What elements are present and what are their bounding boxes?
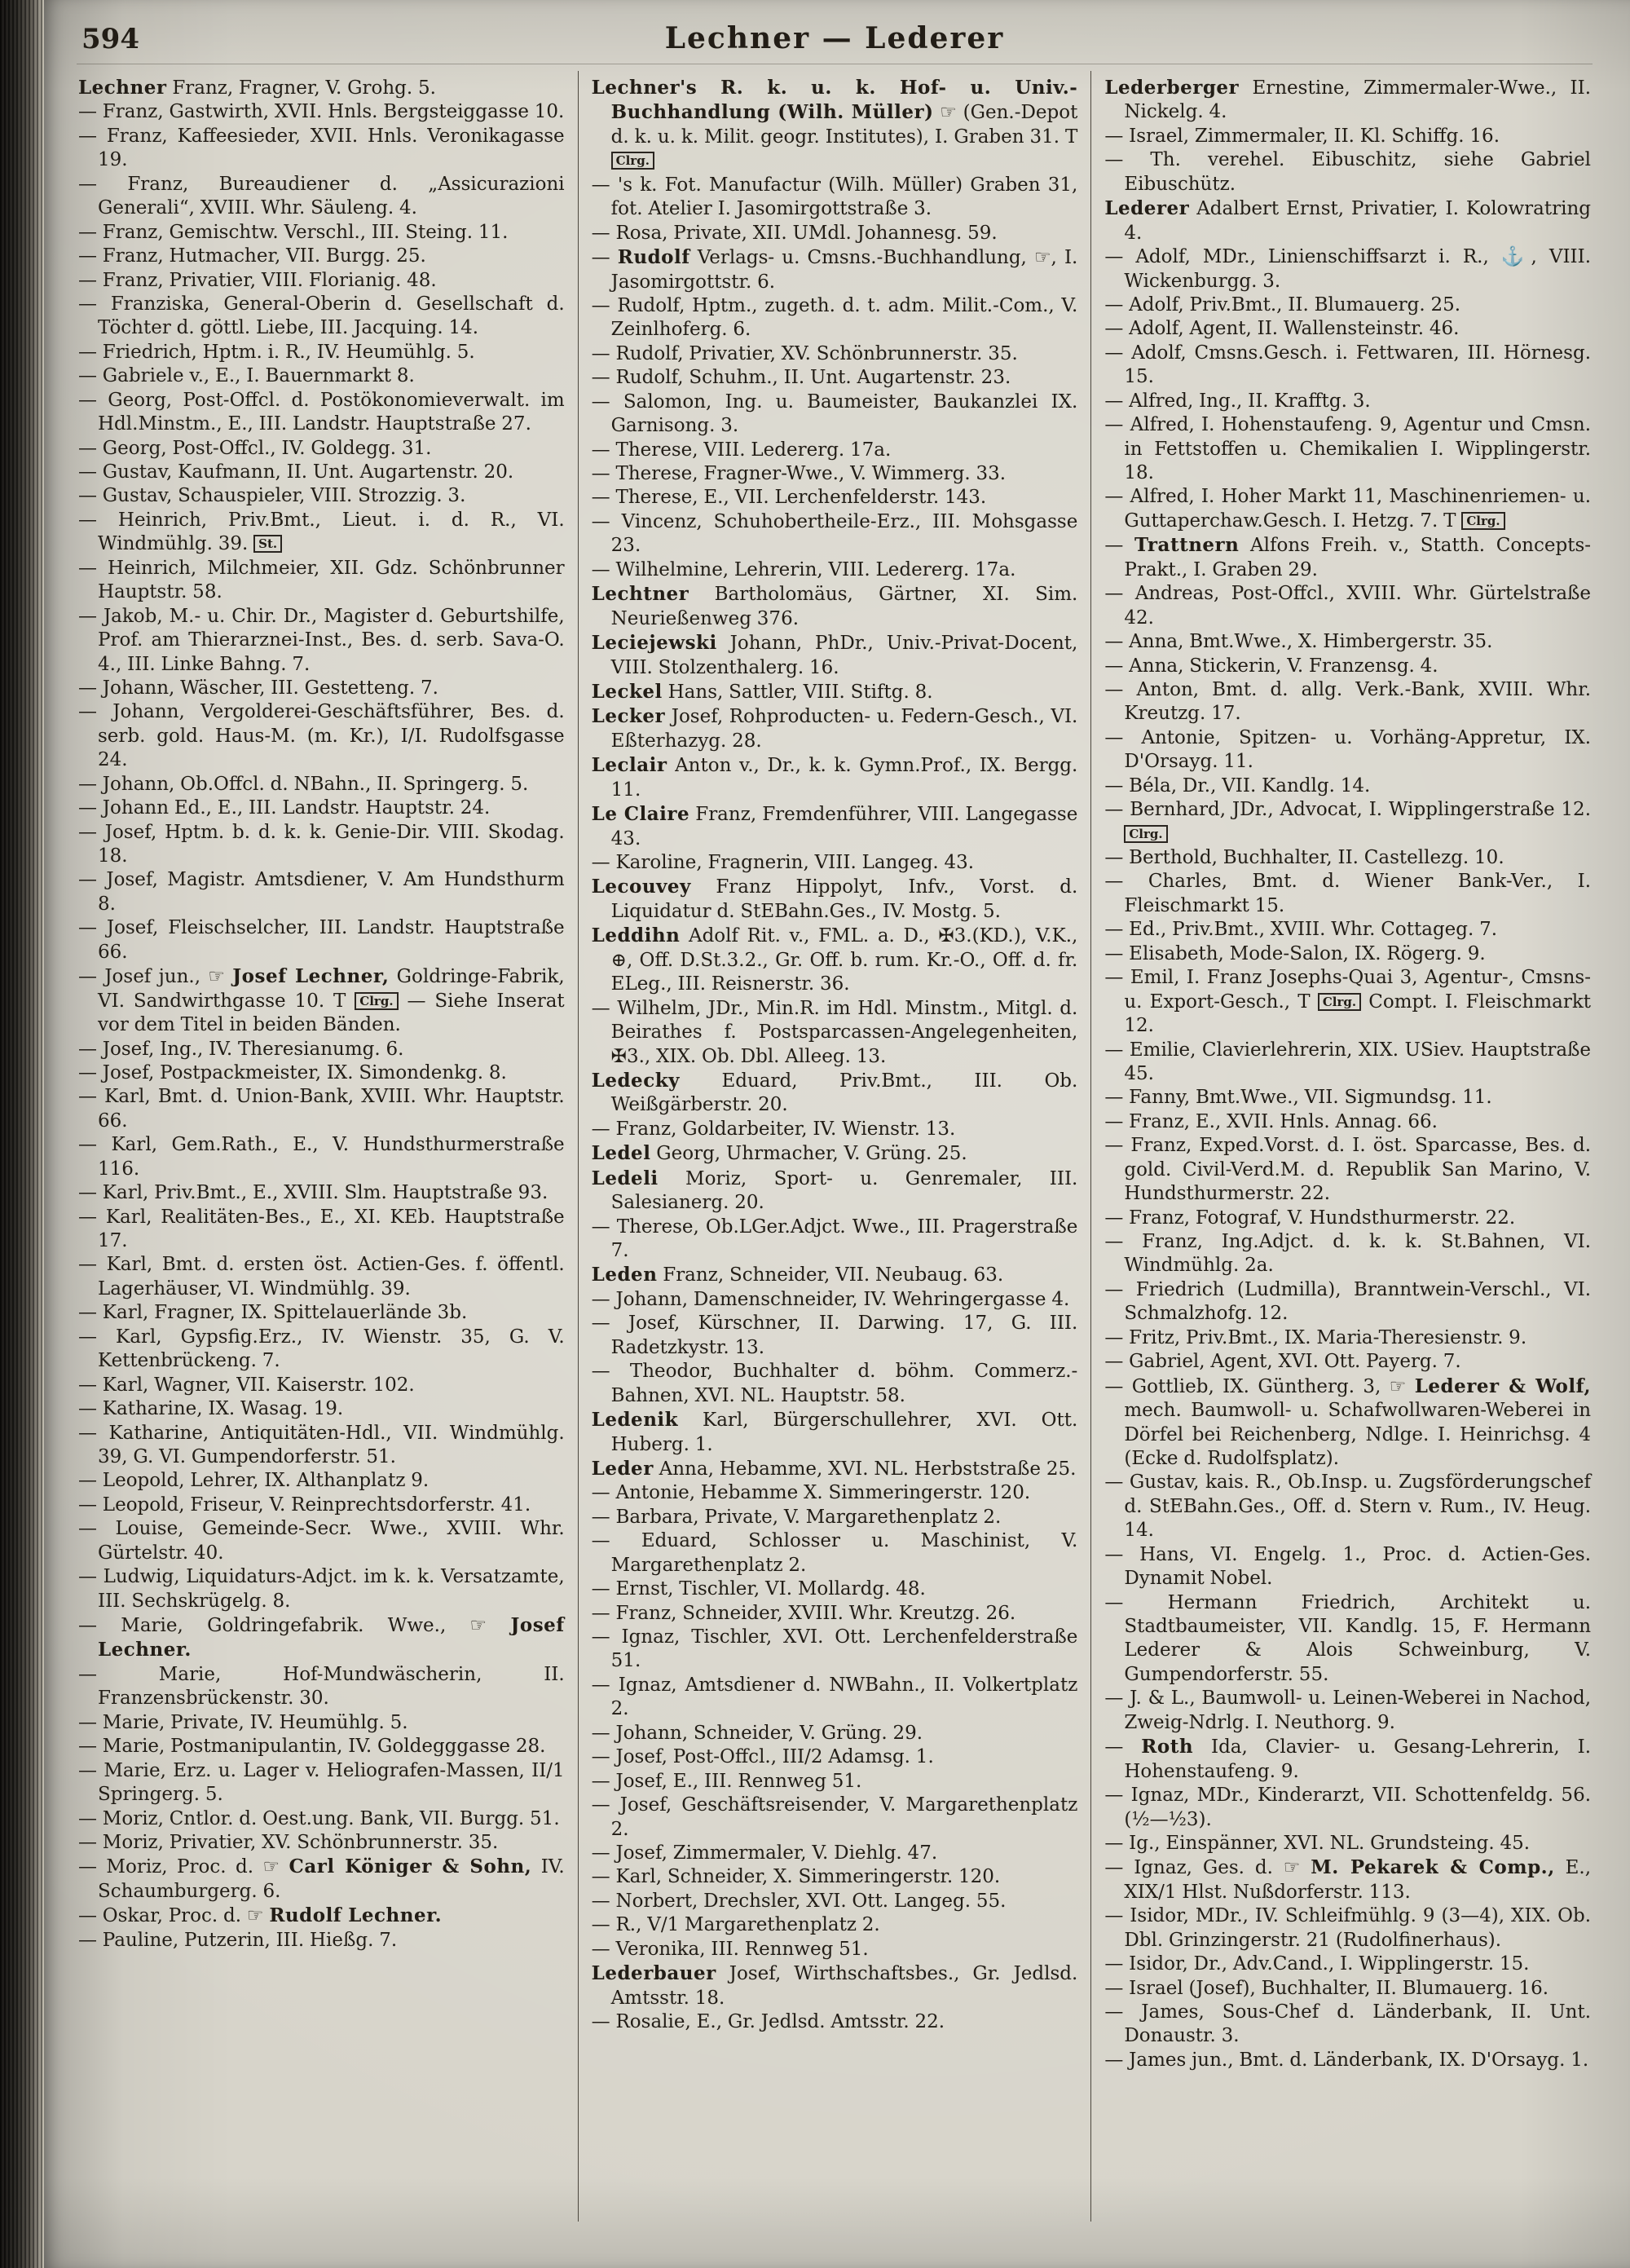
directory-entry: — Marie, Hof-Mundwäscherin, II. Franzensbrückenstr. 30. bbox=[78, 1663, 565, 1710]
directory-entry: Leder Anna, Hebamme, XVI. NL. Herbststraße 25. bbox=[591, 1457, 1077, 1480]
entry-headword: Leckel bbox=[591, 680, 663, 703]
directory-entry: — Josef, Post-Offcl., III/2 Adamsg. 1. bbox=[591, 1746, 934, 1768]
directory-entry: — Franz, Exped.Vorst. d. I. öst. Sparcasse, Bes. d. gold. Civil-Verd.M. d. Republik San Marino, V. Hundsthurmerstr. 22. bbox=[1104, 1135, 1592, 1205]
directory-entry: — Charles, Bmt. d. Wiener Bank-Ver., I. Fleischmarkt 15. bbox=[1104, 871, 1592, 916]
directory-entry: — Salomon, Ing. u. Baumeister, Baukanzlei IX. Garnisong. 3. bbox=[591, 391, 1078, 437]
directory-entry: — Josef, Fleischselcher, III. Landstr. Hauptstraße 66. bbox=[78, 917, 565, 963]
directory-entry: — Franz, Goldarbeiter, IV. Wienstr. 13. bbox=[591, 1118, 956, 1140]
directory-entry: — Alfred, I. Hohenstaufeng. 9, Agentur und Cmsn. in Fettstoffen u. Chemikalien I. Wipplingerstr. 18. bbox=[1104, 414, 1592, 483]
directory-entry: — Johann Ed., E., III. Landstr. Hauptstr. 24. bbox=[78, 797, 491, 819]
directory-entry: — Veronika, III. Rennweg 51. bbox=[591, 1938, 869, 1960]
entry-headword: Ledenik bbox=[591, 1409, 679, 1432]
directory-entry: Le Claire Franz, Fremdenführer, VIII. Langegasse 43. bbox=[591, 803, 1078, 849]
directory-entry: — James, Sous-Chef d. Länderbank, II. Unt. Donaustr. 3. bbox=[1104, 2001, 1592, 2047]
entry-headword: Rudolf bbox=[617, 246, 690, 269]
boxed-abbreviation: Clrg. bbox=[1318, 993, 1361, 1011]
directory-entry: — Rudolf, Privatier, XV. Schönbrunnerstr. 35. bbox=[591, 342, 1018, 364]
directory-entry: — Anna, Stickerin, V. Franzensg. 4. bbox=[1104, 655, 1438, 677]
directory-entry: — Alfred, Ing., II. Krafftg. 3. bbox=[1104, 390, 1371, 412]
directory-entry: Lecker Josef, Rohproducten- u. Federn-Gesch., VI. Eßterhazyg. 28. bbox=[591, 705, 1078, 752]
entry-headword: Rudolf Lechner. bbox=[269, 1904, 443, 1927]
directory-entry: — Jakob, M.- u. Chir. Dr., Magister d. Geburtshilfe, Prof. am Thierarznei-Inst., Bes. d. serb. Sava-O. 4., III. Linke Bahng. 7. bbox=[78, 605, 565, 675]
directory-entry: — Franz, Schneider, XVIII. Whr. Kreutzg. 26. bbox=[591, 1602, 1016, 1624]
directory-entry: — Leopold, Lehrer, IX. Althanplatz 9. bbox=[78, 1470, 430, 1492]
directory-entry: — Therese, Ob.LGer.Adjct. Wwe., III. Pragerstraße 7. bbox=[591, 1216, 1078, 1261]
directory-entry: — Marie, Private, IV. Heumühlg. 5. bbox=[78, 1711, 408, 1733]
entry-headword: Lechner bbox=[78, 77, 167, 99]
directory-entry: — Bernhard, JDr., Advocat, I. Wipplingerstraße 12. Clrg. bbox=[1104, 799, 1592, 841]
directory-entry: Lecouvey Franz Hippolyt, Infv., Vorst. d. Liquidatur d. StEBahn.Ges., IV. Mostg. 5. bbox=[591, 876, 1078, 922]
directory-entry: — Gustav, Schauspieler, VIII. Strozzig. 3. bbox=[78, 485, 466, 507]
directory-entry: — Josef jun., ☞ Josef Lechner, Goldringe-Fabrik, VI. Sandwirthgasse 10. T Clrg. — Siehe Inserat vor dem Titel in beiden Bänden. bbox=[78, 965, 565, 1036]
directory-entry: — Moriz, Cntlor. d. Oest.ung. Bank, VII. Burgg. 51. bbox=[78, 1807, 560, 1829]
directory-entry: — Marie, Goldringefabrik. Wwe., ☞ Josef Lechner. bbox=[78, 1614, 565, 1661]
page-number: 594 bbox=[82, 23, 139, 55]
directory-entry: — Karl, Fragner, IX. Spittelauerlände 3b. bbox=[78, 1302, 468, 1324]
directory-entry: — Therese, Fragner-Wwe., V. Wimmerg. 33. bbox=[591, 463, 1007, 484]
directory-entry: — Karl, Schneider, X. Simmeringerstr. 120. bbox=[591, 1866, 1001, 1888]
directory-entry: — Adolf, Priv.Bmt., II. Blumauerg. 25. bbox=[1104, 293, 1461, 315]
directory-entry: — Anna, Bmt.Wwe., X. Himbergerstr. 35. bbox=[1104, 631, 1493, 653]
directory-entry: Ledecky Eduard, Priv.Bmt., III. Ob. Weißgärberstr. 20. bbox=[591, 1069, 1078, 1116]
directory-entry: — Ernst, Tischler, VI. Mollardg. 48. bbox=[591, 1578, 926, 1600]
directory-entry: — Gustav, kais. R., Ob.Insp. u. Zugsförderungschef d. StEBahn.Ges., Off. d. Stern v. Rum., IV. Heug. 14. bbox=[1104, 1472, 1592, 1542]
directory-entry: — Therese, E., VII. Lerchenfelderstr. 143. bbox=[591, 487, 987, 509]
entry-headword: Carl Königer & Sohn, bbox=[289, 1855, 532, 1878]
directory-entry: — Marie, Postmanipulantin, IV. Goldegggasse 28. bbox=[78, 1736, 546, 1758]
directory-entry: — Katharine, IX. Wasag. 19. bbox=[78, 1398, 344, 1420]
directory-entry: — Heinrich, Priv.Bmt., Lieut. i. d. R., VI. Windmühlg. 39. St. bbox=[78, 509, 565, 555]
directory-entry: — Roth Ida, Clavier- u. Gesang-Lehrerin, I. Hohenstaufeng. 9. bbox=[1104, 1736, 1592, 1782]
directory-entry: — Isidor, MDr., IV. Schleifmühlg. 9 (3—4), XIX. Ob. Dbl. Grinzingerstr. 21 (Rudolfinerhaus). bbox=[1104, 1905, 1592, 1951]
entry-headword: Lederer bbox=[1104, 197, 1190, 220]
entry-headword: Ledel bbox=[591, 1142, 651, 1165]
directory-entry: — Oskar, Proc. d. ☞ Rudolf Lechner. bbox=[78, 1904, 443, 1927]
entry-headword: Lecker bbox=[591, 705, 666, 728]
directory-entry: — Ludwig, Liquidaturs-Adjct. im k. k. Versatzamte, III. Sechskrügelg. 8. bbox=[78, 1566, 565, 1612]
page-header-title: Lechner — Lederer bbox=[664, 21, 1005, 55]
directory-entry: — Franz, Ing.Adjct. d. k. k. St.Bahnen, VI. Windmühlg. 2a. bbox=[1104, 1231, 1592, 1277]
directory-entry: — Norbert, Drechsler, XVI. Ott. Langeg. 55. bbox=[591, 1890, 1007, 1912]
entry-headword: Lecouvey bbox=[591, 876, 691, 898]
boxed-abbreviation: Clrg. bbox=[1461, 512, 1504, 530]
directory-entry: — Fritz, Priv.Bmt., IX. Maria-Theresienstr. 9. bbox=[1104, 1326, 1527, 1348]
directory-entry: — Ig., Einspänner, XVI. NL. Grundsteing. 45. bbox=[1104, 1832, 1531, 1854]
entry-headword: M. Pekarek & Comp., bbox=[1311, 1856, 1555, 1879]
entry-headword: Lechner's R. k. u. k. Hof- u. Univ.-Buchhandlung (Wilh. Müller) bbox=[591, 77, 1078, 124]
directory-entry: — R., V/1 Margarethenplatz 2. bbox=[591, 1914, 880, 1936]
directory-entry: — Antonie, Hebamme X. Simmeringerstr. 120. bbox=[591, 1482, 1031, 1504]
directory-entry: — Karl, Bmt. d. Union-Bank, XVIII. Whr. Hauptstr. 66. bbox=[78, 1086, 565, 1132]
directory-entry: — Eduard, Schlosser u. Maschinist, V. Margarethenplatz 2. bbox=[591, 1530, 1078, 1576]
directory-entry: — Gottlieb, IX. Güntherg. 3, ☞ Lederer & Wolf, mech. Baumwoll- u. Schafwollwaren-Weberei in Dörfel bei Reichenberg, Ndlge. I. Heinrichsg. 4 (Ecke d. Rudolfsplatz). bbox=[1104, 1374, 1592, 1469]
directory-entry: Lederbauer Josef, Wirthschaftsbes., Gr. Jedlsd. Amtsstr. 18. bbox=[591, 1962, 1078, 2009]
directory-entry: — Franz, Gemischtw. Verschl., III. Steing. 11. bbox=[78, 221, 509, 243]
directory-entry: — Th. verehel. Eibuschitz, siehe Gabriel Eibuschütz. bbox=[1104, 149, 1592, 195]
directory-entry: Lechner Franz, Fragner, V. Grohg. 5. bbox=[78, 77, 436, 99]
directory-column-3 bbox=[1090, 71, 1593, 2222]
directory-entry: — Franz, Fotograf, V. Hundsthurmerstr. 22. bbox=[1104, 1207, 1516, 1229]
directory-entry: — Gustav, Kaufmann, II. Unt. Augartenstr. 20. bbox=[78, 461, 514, 483]
directory-entry: — Johann, Ob.Offcl. d. NBahn., II. Springerg. 5. bbox=[78, 773, 529, 795]
directory-entry: — Franziska, General-Oberin d. Gesellschaft d. Töchter d. göttl. Liebe, III. Jacquing. 14. bbox=[78, 293, 565, 339]
directory-entry: — Josef, Hptm. b. d. k. k. Genie-Dir. VIII. Skodag. 18. bbox=[78, 821, 565, 867]
directory-entry: — Wilhelmine, Lehrerin, VIII. Ledererg. 17a. bbox=[591, 558, 1016, 580]
directory-entry: — Wilhelm, JDr., Min.R. im Hdl. Minstm., Mitgl. d. Beirathes f. Postsparcassen-Angelegenheiten, ✠3., XIX. Ob. Dbl. Alleeg. 13. bbox=[591, 997, 1078, 1067]
directory-entry: — Franz, Privatier, VIII. Florianig. 48. bbox=[78, 269, 437, 291]
directory-entry: — Israel (Josef), Buchhalter, II. Blumauerg. 16. bbox=[1104, 1977, 1549, 1999]
entry-headword: Ledeli bbox=[591, 1167, 659, 1189]
directory-entry: — Josef, Ing., IV. Theresianumg. 6. bbox=[78, 1038, 404, 1060]
directory-entry: — 's k. Fot. Manufactur (Wilh. Müller) Graben 31, fot. Atelier I. Jasomirgottstraße 3. bbox=[591, 174, 1078, 220]
entry-headword: Lederbauer bbox=[591, 1962, 716, 1985]
directory-entry: — Berthold, Buchhalter, II. Castellezg. 10. bbox=[1104, 847, 1504, 868]
directory-entry: — Hans, VI. Engelg. 1., Proc. d. Actien-Ges. Dynamit Nobel. bbox=[1104, 1543, 1592, 1590]
directory-entry: — Johann, Wäscher, III. Gestetteng. 7. bbox=[78, 677, 438, 699]
directory-entry: Leddihn Adolf Rit. v., FML. a. D., ✠3.(KD.), V.K., ⊕, Off. D.St.3.2., Gr. Off. b. rum. Kr.-O., Off. d. fr. ELeg., III. Reisnerstr. 36. bbox=[591, 924, 1078, 995]
directory-entry: — Therese, VIII. Ledererg. 17a. bbox=[591, 439, 892, 461]
directory-entry: — Alfred, I. Hoher Markt 11, Maschinenriemen- u. Guttaperchaw.Gesch. I. Hetzg. 7. T Clrg. bbox=[1104, 486, 1592, 532]
directory-entry: — Katharine, Antiquitäten-Hdl., VII. Windmühlg. 39, G. VI. Gumpendorferstr. 51. bbox=[78, 1422, 565, 1467]
directory-entry: — Barbara, Private, V. Margarethenplatz 2. bbox=[591, 1506, 1002, 1528]
directory-entry: — Andreas, Post-Offcl., XVIII. Whr. Gürtelstraße 42. bbox=[1104, 583, 1592, 629]
directory-entry: Leckel Hans, Sattler, VIII. Stiftg. 8. bbox=[591, 680, 933, 703]
entry-headword: Lederer & Wolf, bbox=[1414, 1374, 1591, 1397]
directory-entry: — Georg, Post-Offcl. d. Postökonomieverwalt. im Hdl.Minstm., E., III. Landstr. Hauptstraße 27. bbox=[78, 389, 565, 435]
directory-entry: — Emilie, Clavierlehrerin, XIX. USiev. Hauptstraße 45. bbox=[1104, 1039, 1592, 1084]
entry-headword: Le Claire bbox=[591, 803, 690, 826]
directory-entry: — Anton, Bmt. d. allg. Verk.-Bank, XVIII. Whr. Kreutzg. 17. bbox=[1104, 678, 1592, 725]
directory-entry: Leciejewski Johann, PhDr., Univ.-Privat-Docent, VIII. Stolzenthalerg. 16. bbox=[591, 632, 1078, 678]
directory-entry: — Josef, Zimmermaler, V. Diehlg. 47. bbox=[591, 1842, 938, 1864]
directory-entry: — Friedrich, Hptm. i. R., IV. Heumühlg. 5. bbox=[78, 341, 475, 363]
entry-headword: Lederberger bbox=[1104, 77, 1240, 99]
directory-entry: Lechtner Bartholomäus, Gärtner, XI. Sim. Neurießenweg 376. bbox=[591, 583, 1078, 629]
entry-headword: Roth bbox=[1141, 1736, 1194, 1758]
directory-entry: — Friedrich (Ludmilla), Branntwein-Verschl., VI. Schmalzhofg. 12. bbox=[1104, 1278, 1592, 1325]
directory-entry: — Ed., Priv.Bmt., XVIII. Whr. Cottageg. 7. bbox=[1104, 919, 1498, 941]
directory-entry: — Heinrich, Milchmeier, XII. Gdz. Schönbrunner Hauptstr. 58. bbox=[78, 557, 565, 603]
directory-entry: Ledenik Karl, Bürgerschullehrer, XVI. Ott. Huberg. 1. bbox=[591, 1409, 1078, 1455]
directory-entry: — Johann, Vergolderei-Geschäftsführer, Bes. d. serb. gold. Haus-M. (m. Kr.), I/I. Rudolfsgasse 24. bbox=[78, 701, 565, 771]
directory-entry: — Karl, Realitäten-Bes., E., XI. KEb. Hauptstraße 17. bbox=[78, 1206, 565, 1251]
entry-headword: Josef Lechner, bbox=[232, 965, 390, 988]
directory-entry: — Isidor, Dr., Adv.Cand., I. Wipplingerstr. 15. bbox=[1104, 1953, 1530, 1975]
directory-entry: Leclair Anton v., Dr., k. k. Gymn.Prof., IX. Bergg. 11. bbox=[591, 754, 1078, 801]
directory-entry: — Rudolf Verlags- u. Cmsns.-Buchhandlung, ☞, I. Jasomirgottstr. 6. bbox=[591, 246, 1078, 293]
directory-entry: — Ignaz, Amtsdiener d. NWBahn., II. Volkertplatz 2. bbox=[591, 1674, 1078, 1720]
directory-entry: — Marie, Erz. u. Lager v. Heliografen-Massen, II/1 Springerg. 5. bbox=[78, 1759, 565, 1806]
boxed-abbreviation: Clrg. bbox=[355, 992, 398, 1010]
directory-entry: Ledeli Moriz, Sport- u. Genremaler, III. Salesianerg. 20. bbox=[591, 1167, 1078, 1214]
directory-entry: — Karl, Bmt. d. ersten öst. Actien-Ges. f. öffentl. Lagerhäuser, VI. Windmühlg. 39. bbox=[78, 1254, 565, 1299]
directory-entry: — Franz, Gastwirth, XVII. Hnls. Bergsteiggasse 10. bbox=[78, 101, 565, 123]
directory-entry: — Emil, I. Franz Josephs-Quai 3, Agentur-, Cmsns- u. Export-Gesch., T Clrg. Compt. I. Fleischmarkt 12. bbox=[1104, 967, 1592, 1037]
page-paper bbox=[44, 0, 1630, 2268]
directory-entry: Lederer Adalbert Ernst, Privatier, I. Kolowratring 4. bbox=[1104, 197, 1592, 244]
entry-headword: Lechtner bbox=[591, 583, 689, 606]
directory-entry: — Adolf, Agent, II. Wallensteinstr. 46. bbox=[1104, 318, 1460, 340]
directory-entry: — Rudolf, Hptm., zugeth. d. t. adm. Milit.-Com., V. Zeinlhoferg. 6. bbox=[591, 294, 1078, 341]
directory-entry: — Gabriele v., E., I. Bauernmarkt 8. bbox=[78, 365, 415, 387]
directory-entry: Ledel Georg, Uhrmacher, V. Grüng. 25. bbox=[591, 1142, 967, 1165]
directory-entry: — Vincenz, Schuhobertheile-Erz., III. Mohsgasse 23. bbox=[591, 510, 1078, 557]
running-header bbox=[77, 20, 1593, 64]
book-binding-edge bbox=[0, 0, 44, 2268]
directory-entry: — Karl, Gem.Rath., E., V. Hundsthurmerstraße 116. bbox=[78, 1134, 565, 1180]
directory-entry: — Rosalie, E., Gr. Jedlsd. Amtsstr. 22. bbox=[591, 2011, 945, 2032]
directory-entry: — Ignaz, Ges. d. ☞ M. Pekarek & Comp., E., XIX/1 Hlst. Nußdorferstr. 113. bbox=[1104, 1856, 1592, 1903]
directory-entry: — Franz, Kaffeesieder, XVII. Hnls. Veronikagasse 19. bbox=[78, 125, 565, 171]
directory-entry: — Franz, Bureaudiener d. „Assicurazioni Generali“, XVIII. Whr. Säuleng. 4. bbox=[78, 173, 565, 219]
directory-entry: — Adolf, MDr., Linienschiffsarzt i. R., ⚓, VIII. Wickenburgg. 3. bbox=[1104, 246, 1592, 292]
directory-column-1 bbox=[77, 71, 578, 2222]
boxed-abbreviation: St. bbox=[253, 535, 282, 553]
directory-entry: — Josef, Kürschner, II. Darwing. 17, G. III. Radetzkystr. 13. bbox=[591, 1313, 1078, 1358]
directory-entry: — Josef, E., III. Rennweg 51. bbox=[591, 1770, 862, 1792]
directory-entry: — Fanny, Bmt.Wwe., VII. Sigmundsg. 11. bbox=[1104, 1087, 1492, 1109]
directory-entry: — Johann, Damenschneider, IV. Wehringergasse 4. bbox=[591, 1288, 1070, 1310]
entry-headword: Leden bbox=[591, 1264, 658, 1286]
directory-entry: — Hermann Friedrich, Architekt u. Stadtbaumeister, VII. Kandlg. 15, F. Hermann Lederer & Alois Schweinburg, V. Gumpendorferstr. 55. bbox=[1104, 1591, 1592, 1685]
entry-headword: Ledecky bbox=[591, 1069, 680, 1092]
directory-entry: — Antonie, Spitzen- u. Vorhäng-Appretur, IX. D'Orsayg. 11. bbox=[1104, 726, 1592, 773]
directory-entry: — Béla, Dr., VII. Kandlg. 14. bbox=[1104, 774, 1371, 796]
directory-entry: — Johann, Schneider, V. Grüng. 29. bbox=[591, 1722, 923, 1744]
boxed-abbreviation: Clrg. bbox=[1124, 825, 1167, 843]
directory-entry: — Ignaz, Tischler, XVI. Ott. Lerchenfelderstraße 51. bbox=[591, 1626, 1078, 1672]
directory-entry: — Gabriel, Agent, XVI. Ott. Payerg. 7. bbox=[1104, 1351, 1461, 1373]
directory-entry: — Ignaz, MDr., Kinderarzt, VII. Schottenfeldg. 56. (½—½3). bbox=[1104, 1785, 1592, 1830]
directory-columns bbox=[77, 71, 1593, 2222]
directory-entry: — Israel, Zimmermaler, II. Kl. Schiffg. 16. bbox=[1104, 125, 1500, 147]
directory-entry: — Theodor, Buchhalter d. böhm. Commerz.-Bahnen, XVI. NL. Hauptstr. 58. bbox=[591, 1361, 1078, 1406]
directory-entry: Leden Franz, Schneider, VII. Neubaug. 63. bbox=[591, 1264, 1004, 1286]
entry-headword: Leder bbox=[591, 1457, 654, 1480]
directory-entry: — Moriz, Proc. d. ☞ Carl Königer & Sohn, IV. Schaumburgerg. 6. bbox=[78, 1855, 565, 1902]
directory-entry: Lederberger Ernestine, Zimmermaler-Wwe., II. Nickelg. 4. bbox=[1104, 77, 1592, 123]
directory-entry: — Moriz, Privatier, XV. Schönbrunnerstr. 35. bbox=[78, 1831, 499, 1853]
entry-headword: Trattnern bbox=[1134, 534, 1240, 557]
directory-entry: — Karl, Wagner, VII. Kaiserstr. 102. bbox=[78, 1374, 415, 1396]
directory-entry: Lechner's R. k. u. k. Hof- u. Univ.-Buchhandlung (Wilh. Müller) ☞ (Gen.-Depot d. k. u. k. Milit. geogr. Institutes), I. Graben 31. T Clrg. bbox=[591, 77, 1078, 169]
entry-headword: Josef Lechner. bbox=[98, 1614, 565, 1661]
directory-entry: — Elisabeth, Mode-Salon, IX. Rögerg. 9. bbox=[1104, 942, 1486, 964]
directory-entry: — Karoline, Fragnerin, VIII. Langeg. 43. bbox=[591, 852, 975, 873]
directory-entry: — Louise, Gemeinde-Secr. Wwe., XVIII. Whr. Gürtelstr. 40. bbox=[78, 1518, 565, 1564]
directory-entry: — Franz, Hutmacher, VII. Burgg. 25. bbox=[78, 245, 426, 267]
directory-entry: — Pauline, Putzerin, III. Hießg. 7. bbox=[78, 1929, 398, 1951]
directory-entry: — James jun., Bmt. d. Länderbank, IX. D'Orsayg. 1. bbox=[1104, 2049, 1589, 2071]
directory-entry: — Josef, Geschäftsreisender, V. Margarethenplatz 2. bbox=[591, 1794, 1078, 1840]
directory-column-2 bbox=[578, 71, 1091, 2222]
directory-entry: — Adolf, Cmsns.Gesch. i. Fettwaren, III. Hörnesg. 15. bbox=[1104, 342, 1592, 388]
directory-entry: — Leopold, Friseur, V. Reinprechtsdorferstr. 41. bbox=[78, 1494, 531, 1516]
directory-entry: — Georg, Post-Offcl., IV. Goldegg. 31. bbox=[78, 437, 432, 459]
directory-entry: — Rosa, Private, XII. UMdl. Johannesg. 59. bbox=[591, 222, 998, 244]
boxed-abbreviation: Clrg. bbox=[611, 152, 654, 170]
directory-entry: — Karl, Priv.Bmt., E., XVIII. Slm. Hauptstraße 93. bbox=[78, 1182, 548, 1204]
directory-entry: — Trattnern Alfons Freih. v., Statth. Concepts-Prakt., I. Graben 29. bbox=[1104, 534, 1592, 580]
directory-entry: — Franz, E., XVII. Hnls. Annag. 66. bbox=[1104, 1110, 1438, 1132]
entry-headword: Leclair bbox=[591, 754, 667, 777]
directory-entry: — Josef, Magistr. Amtsdiener, V. Am Hundsthurm 8. bbox=[78, 869, 565, 915]
directory-entry: — Karl, Gypsfig.Erz., IV. Wienstr. 35, G. V. Kettenbrückeng. 7. bbox=[78, 1326, 565, 1372]
entry-headword: Leddihn bbox=[591, 924, 681, 947]
entry-headword: Leciejewski bbox=[591, 632, 717, 655]
directory-entry: — Rudolf, Schuhm., II. Unt. Augartenstr. 23. bbox=[591, 367, 1011, 389]
directory-entry: — J. & L., Baumwoll- u. Leinen-Weberei in Nachod, Zweig-Ndrlg. I. Neuthorg. 9. bbox=[1104, 1688, 1592, 1733]
directory-entry: — Josef, Postpackmeister, IX. Simondenkg. 8. bbox=[78, 1061, 507, 1083]
